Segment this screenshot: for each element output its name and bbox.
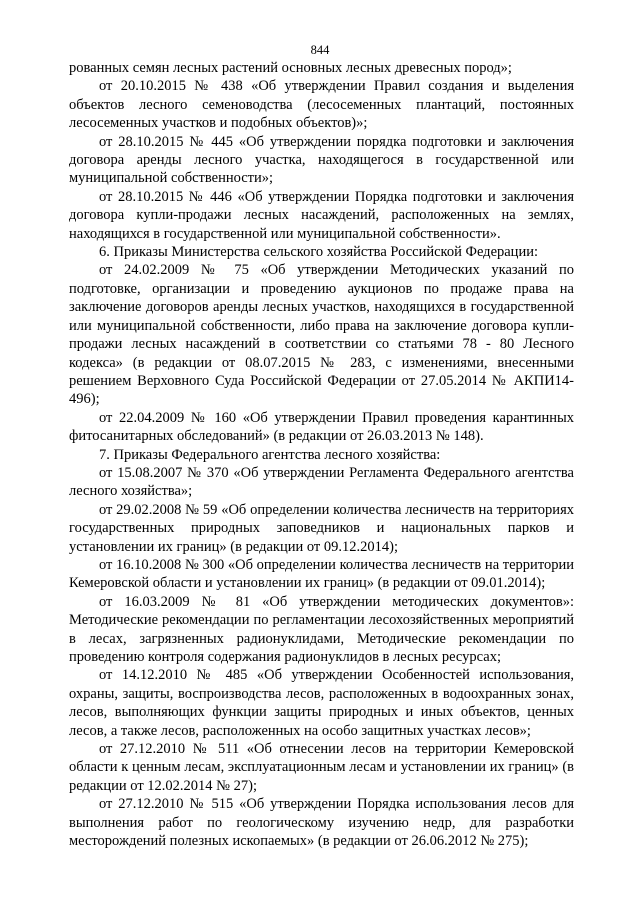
paragraph: от 27.12.2010 № 515 «Об утверждении Порядка использования лесов для выполнения работ по геологическому изучению недр, для разработки месторождений полезных ископаемых» (в редакции от 26.06.2012 № 275);	[69, 796, 574, 850]
section-heading: 7. Приказы Федерального агентства лесного хозяйства:	[99, 446, 441, 463]
paragraph: от 14.12.2010 № 485 «Об утверждении Особенностей использования, охраны, защиты, воспроизводства лесов, расположенных в водоохранных зонах, лесов, выполняющих функции защиты природных и иных объектов, ценных лесов, а также лесов, расположенных на особо защитных участках лесов»;	[69, 667, 574, 739]
paragraph: рованных семян лесных растений основных лесных древесных пород»;	[69, 60, 512, 76]
paragraph: от 16.10.2008 № 300 «Об определении количества лесничеств на территории Кемеровской области и установлении их границ» (в редакции от 09.01.2014);	[69, 556, 574, 592]
paragraph: от 16.03.2009 № 81 «Об утверждении методических документов»: Методические рекомендации по регламентации лесохозяйственных мероприятий в лесах, загрязненных радионуклидами, Методические рекомендации по проведению контроля содержания радионуклидов в лесных ресурсах;	[69, 593, 574, 665]
paragraph: от 28.10.2015 № 446 «Об утверждении Порядка подготовки и заключения договора купли-продажи лесных насаждений, расположенных на землях, находящихся в государственной или муниципальной собственности».	[69, 188, 574, 242]
paragraph: от 29.02.2008 № 59 «Об определении количества лесничеств на территориях государственных природных заповедников и национальных парков и установлении их границ» (в редакции от 09.12.2014);	[69, 501, 574, 555]
document-body	[69, 59, 574, 850]
page-number: 844	[310, 43, 330, 57]
paragraph: от 24.02.2009 № 75 «Об утверждении Методических указаний по подготовке, организации и проведению аукционов по продаже права на заключение договоров аренды лесных участков, находящихся в государственной или муниципальной собственности, либо права на заключение договора купли-продажи лесных насаждений в соответствии со статьями 78 - 80 Лесного кодекса» (в редакции от 08.07.2015 № 283, с изменениями, внесенными решением Верховного Суда Российской Федерации от 27.05.2014 № АКПИ14-496);	[69, 262, 574, 408]
paragraph: от 15.08.2007 № 370 «Об утверждении Регламента Федерального агентства лесного хозяйства»;	[69, 464, 574, 500]
paragraph: от 27.12.2010 № 511 «Об отнесении лесов на территории Кемеровской области к ценным лесам, эксплуатационным лесам и установлении их границ» (в редакции от 12.02.2014 № 27);	[69, 741, 574, 794]
paragraph: от 20.10.2015 № 438 «Об утверждении Правил создания и выделения объектов лесного семеноводства (лесосеменных плантаций, постоянных лесосеменных участков и подобных объектов)»;	[69, 78, 574, 132]
section-heading: 6. Приказы Министерства сельского хозяйства Российской Федерации:	[99, 244, 538, 261]
paragraph: от 28.10.2015 № 445 «Об утверждении порядка подготовки и заключения договора аренды лесного участка, находящегося в государственной или муниципальной собственности»;	[69, 133, 574, 187]
paragraph: от 22.04.2009 № 160 «Об утверждении Правил проведения карантинных фитосанитарных обследований» (в редакции от 26.03.2013 № 148).	[69, 409, 574, 445]
